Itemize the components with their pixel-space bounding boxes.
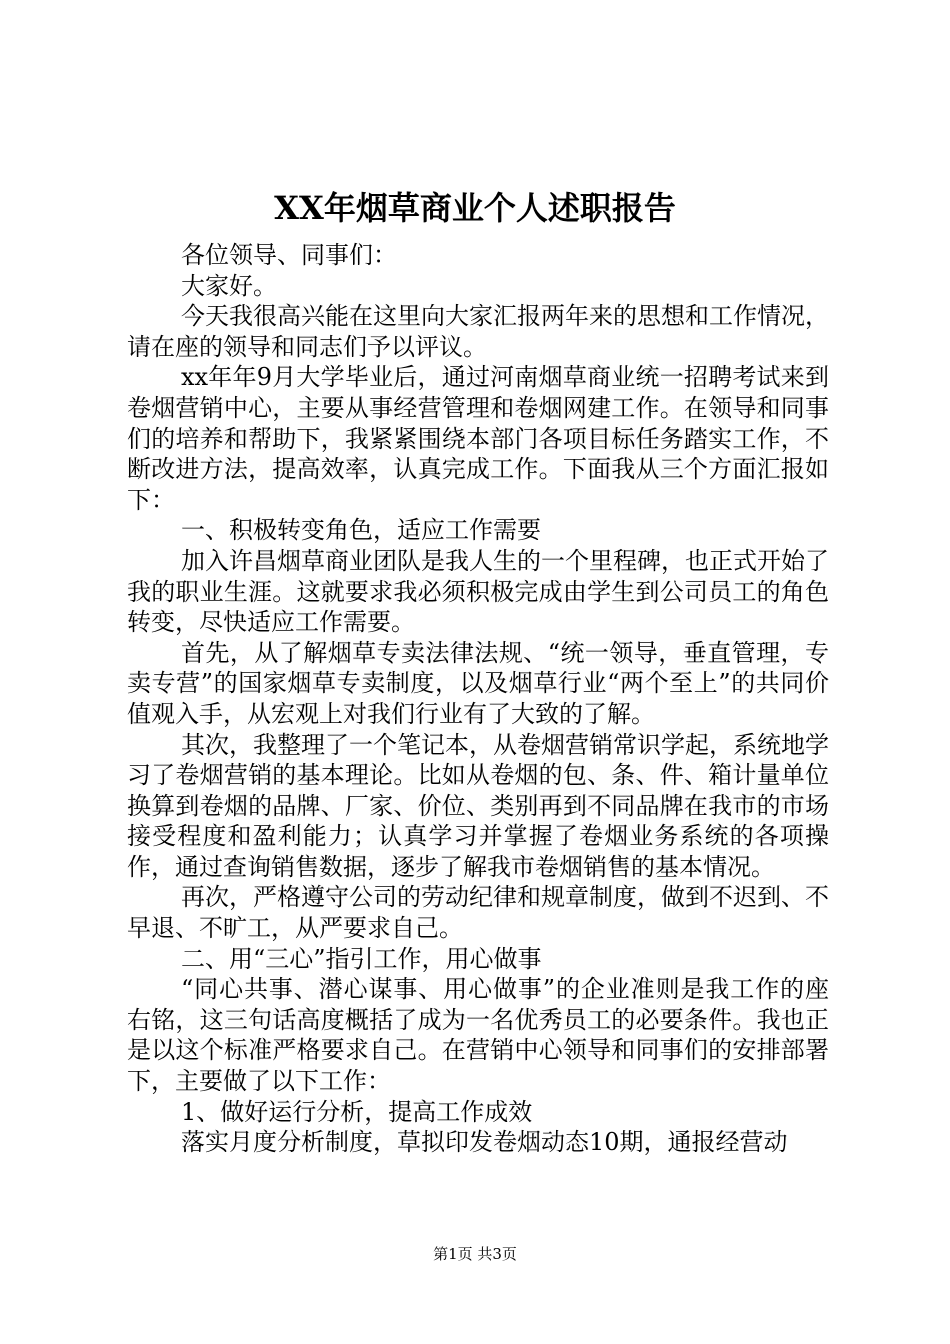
paragraph-analysis: 落实月度分析制度，草拟印发卷烟动态10期，通报经营动: [181, 1128, 788, 1157]
document-title: XX年烟草商业个人述职报告: [274, 189, 676, 227]
paragraph-third: 再次，严格遵守公司的劳动纪律和规章制度，做到不迟到、不早退、不旷工，从严要求自己。: [127, 883, 829, 943]
document-body: [127, 240, 829, 1158]
page-number-footer: 第1页 共3页: [433, 1245, 517, 1263]
paragraph-motto: “同心共事、潜心谋事、用心做事”的企业准则是我工作的座右铭，这三句话高度概括了成为一名优秀员工的必要条件。我也正是以这个标准严格要求自己。在营销中心领导和同事们的安排部署下，主要做了以下工作：: [127, 975, 829, 1096]
subsection-heading-1: 1、做好运行分析，提高工作成效: [181, 1097, 533, 1126]
paragraph-intro: 今天我很高兴能在这里向大家汇报两年来的思想和工作情况，请在座的领导和同志们予以评议。: [127, 302, 829, 361]
paragraph-hello: 大家好。: [181, 271, 277, 300]
paragraph-greeting: 各位领导、同事们：: [181, 241, 397, 269]
paragraph-first: 首先，从了解烟草专卖法律法规、“统一领导，垂直管理，专卖专营”的国家烟草专卖制度，以及烟草行业“两个至上”的共同价值观入手，从宏观上对我们行业有了大致的了解。: [127, 638, 829, 728]
paragraph-joining: 加入许昌烟草商业团队是我人生的一个里程碑，也正式开始了我的职业生涯。这就要求我必须积极完成由学生到公司员工的角色转变，尽快适应工作需要。: [127, 546, 829, 637]
paragraph-second: 其次，我整理了一个笔记本，从卷烟营销常识学起，系统地学习了卷烟营销的基本理论。比如从卷烟的包、条、件、箱计量单位换算到卷烟的品牌、厂家、价位、类别再到不同品牌在我市的市场接受程度和盈利能力；认真学习并掌握了卷烟业务系统的各项操作，通过查询销售数据，逐步了解我市卷烟销售的基本情况。: [127, 730, 829, 881]
section-heading-1: 一、积极转变角色，适应工作需要: [181, 516, 541, 545]
section-heading-2: 二、用“三心”指引工作，用心做事: [181, 944, 542, 973]
paragraph-background: xx年年9月大学毕业后，通过河南烟草商业统一招聘考试来到卷烟营销中心，主要从事经营管理和卷烟网建工作。在领导和同事们的培养和帮助下，我紧紧围绕本部门各项目标任务踏实工作，不断改进方法，提高效率，认真完成工作。下面我从三个方面汇报如下：: [127, 363, 829, 514]
